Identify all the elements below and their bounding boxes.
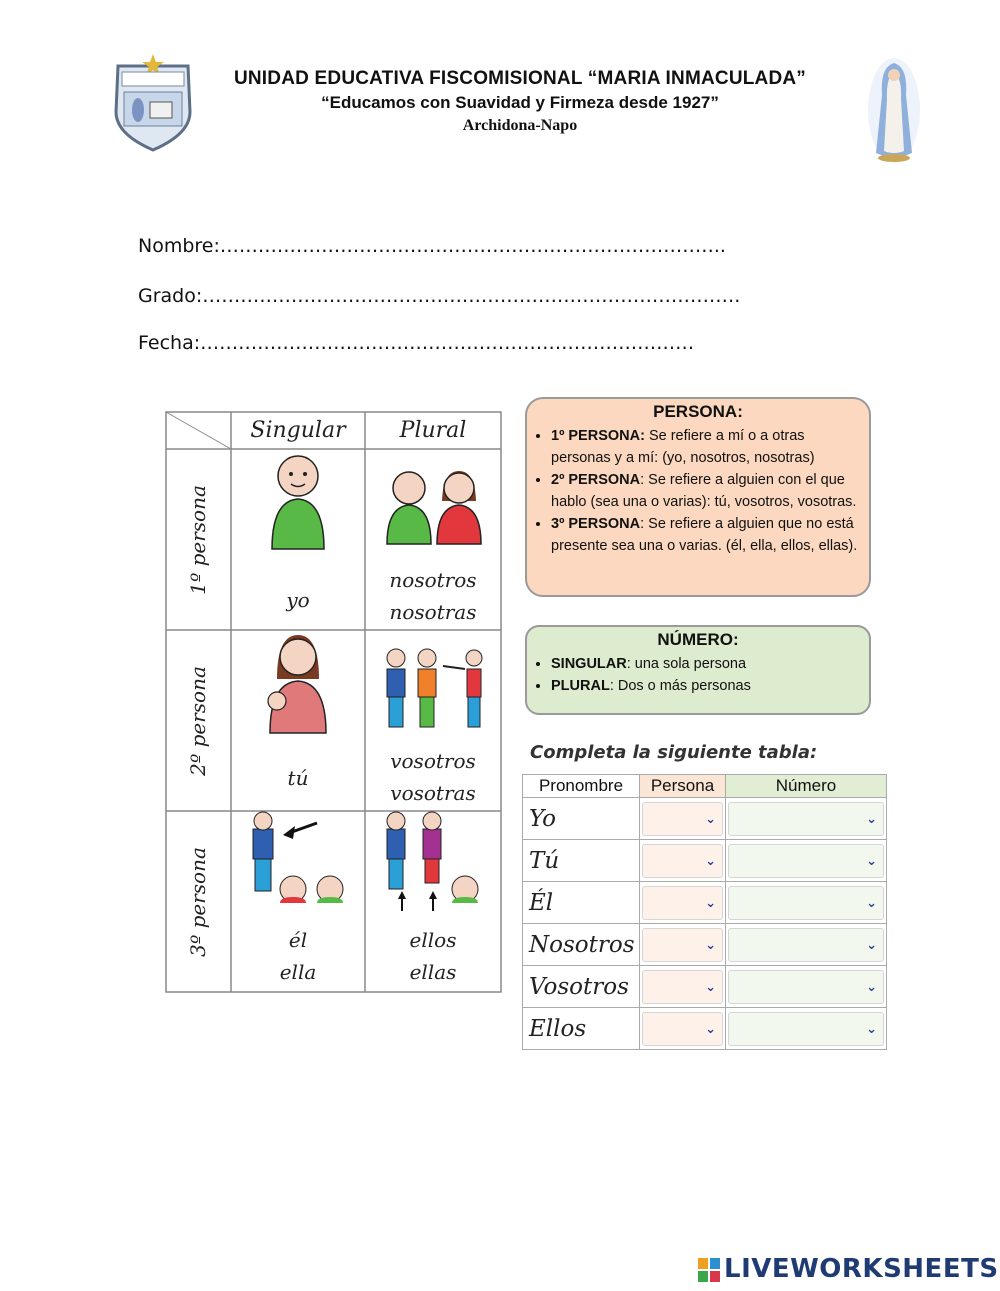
school-name: UNIDAD EDUCATIVA FISCOMISIONAL “MARIA INMACULADA”: [233, 68, 807, 89]
chevron-down-icon: ⌄: [866, 1020, 877, 1036]
persona-dropdown[interactable]: [642, 802, 723, 836]
persona-dropdown[interactable]: [642, 1012, 723, 1046]
table-row: [523, 966, 887, 1008]
date-field[interactable]: Fecha:……………………………………………………………………: [138, 332, 695, 354]
chevron-down-icon: ⌄: [705, 936, 716, 952]
word-ellas: ellas: [409, 960, 457, 984]
header-numero: Número: [726, 775, 887, 798]
pronoun-cell: Ellos: [523, 1008, 640, 1050]
name-field[interactable]: Nombre:……………………………………………………………………..: [138, 235, 726, 257]
exercise-instruction: Completa la siguiente tabla:: [530, 742, 818, 763]
pronoun-cell: Tú: [523, 840, 640, 882]
numero-dropdown[interactable]: [728, 886, 884, 920]
second-person-plural-pictogram: [387, 649, 482, 727]
numero-dropdown[interactable]: [728, 844, 884, 878]
table-row: [523, 1008, 887, 1050]
virgin-mary-image: [864, 55, 924, 165]
pronoun-cell: Yo: [523, 798, 640, 840]
chevron-down-icon: ⌄: [866, 978, 877, 994]
persona-dropdown[interactable]: [642, 928, 723, 962]
chevron-down-icon: ⌄: [705, 852, 716, 868]
chevron-down-icon: ⌄: [705, 894, 716, 910]
persona-dropdown[interactable]: [642, 886, 723, 920]
header-persona: Persona: [640, 775, 726, 798]
pronoun-cell: Nosotros: [523, 924, 640, 966]
chevron-down-icon: ⌄: [705, 978, 716, 994]
row-label-third-person: 3º persona: [186, 847, 210, 957]
pronoun-cell: Él: [523, 882, 640, 924]
word-vosotros: vosotros: [390, 749, 476, 773]
word-vosotras: vosotras: [390, 781, 476, 805]
row-label-first-person: 1º persona: [186, 485, 210, 595]
numero-title: NÚMERO:: [657, 630, 739, 649]
school-crest-logo: [110, 52, 196, 152]
header-pronombre: Pronombre: [523, 775, 640, 798]
chevron-down-icon: ⌄: [705, 1020, 716, 1036]
chart-header-plural: Plural: [399, 418, 467, 443]
word-ella: ella: [279, 960, 317, 984]
word-ellos: ellos: [409, 928, 457, 952]
liveworksheets-logo-icon: [698, 1258, 720, 1282]
numero-dropdown[interactable]: [728, 802, 884, 836]
persona-item-2: • 2º PERSONA: Se refiere a alguien con el que hablo (sea una o varias): tú, vosotros, vosotras.: [551, 469, 863, 513]
table-row: [523, 840, 887, 882]
table-row: [523, 924, 887, 966]
chevron-down-icon: ⌄: [866, 936, 877, 952]
numero-dropdown[interactable]: [728, 1012, 884, 1046]
word-nosotras: nosotras: [389, 600, 477, 624]
chevron-down-icon: ⌄: [866, 810, 877, 826]
chart-header-singular: Singular: [250, 418, 346, 443]
persona-item-1: • 1º PERSONA: Se refiere a mí o a otras personas y a mí: (yo, nosotros, nosotras): [551, 425, 863, 469]
school-motto: “Educamos con Suavidad y Firmeza desde 1927”: [321, 93, 719, 112]
grade-field[interactable]: Grado:………………………………………………………………………….: [138, 285, 741, 307]
persona-item-3: • 3º PERSONA: Se refiere a alguien que no está presente sea una o varias. (él, ella, ellos, ellas).: [551, 513, 863, 557]
liveworksheets-brand: LIVEWORKSHEETS: [724, 1254, 999, 1284]
persona-info-box: [525, 397, 871, 597]
table-row: [523, 882, 887, 924]
numero-item-plural: • PLURAL: Dos o más personas: [551, 675, 863, 697]
word-el: él: [288, 928, 308, 952]
word-nosotros: nosotros: [389, 568, 477, 592]
table-row: [523, 798, 887, 840]
word-yo: yo: [286, 588, 310, 612]
numero-info-box: [525, 625, 871, 715]
numero-dropdown[interactable]: [728, 970, 884, 1004]
chevron-down-icon: ⌄: [705, 810, 716, 826]
numero-dropdown[interactable]: [728, 928, 884, 962]
word-tu: tú: [287, 766, 309, 790]
persona-title: PERSONA:: [653, 402, 743, 421]
chevron-down-icon: ⌄: [866, 852, 877, 868]
numero-item-singular: • SINGULAR: una sola persona: [551, 653, 863, 675]
chevron-down-icon: ⌄: [866, 894, 877, 910]
exercise-table: [522, 774, 887, 1050]
school-location: Archidona-Napo: [462, 117, 578, 134]
persona-dropdown[interactable]: [642, 970, 723, 1004]
row-label-second-person: 2º persona: [186, 666, 210, 776]
pronoun-cell: Vosotros: [523, 966, 640, 1008]
persona-dropdown[interactable]: [642, 844, 723, 878]
